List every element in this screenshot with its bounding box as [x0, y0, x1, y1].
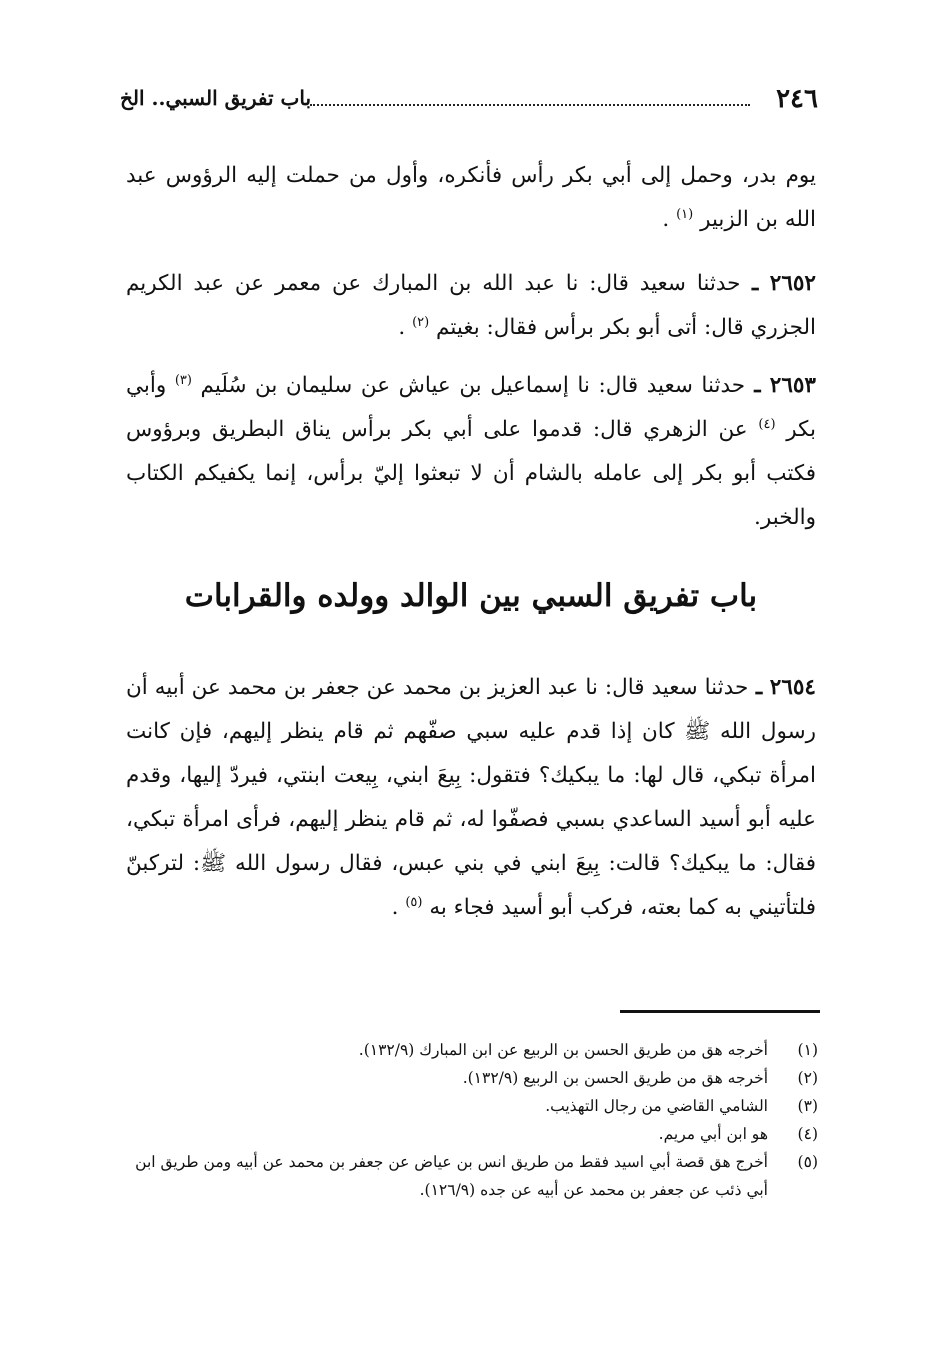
hadith-text: وأبي بكر: [126, 373, 816, 442]
hadith-number: ٢٦٥٢ ـ: [740, 271, 816, 296]
footnote-text: أخرجه هق من طريق الحسن بن الربيع عن ابن المبارك (١٣٢/٩).: [358, 1041, 768, 1059]
footnote-3: [118, 1092, 818, 1120]
footnote-ref[interactable]: (٢): [412, 314, 430, 330]
footnote-text: أخرجه هق من طريق الحسن بن الربيع (١٣٢/٩).: [462, 1069, 768, 1087]
running-title: باب تفريق السبي.. الخ: [120, 86, 312, 110]
page-header: [120, 84, 818, 118]
paragraph-end: .: [391, 895, 399, 920]
footnote-text: أخرج هق قصة أبي اسيد فقط من طريق انس بن عياض عن جعفر بن محمد عن أبيه ومن طريق ابن أبي ذئب عن جعفر بن محمد عن أبيه عن جده (١٢٦/٩).: [135, 1153, 768, 1199]
hadith-number: ٢٦٥٤ ـ: [748, 675, 816, 700]
chapter-title: باب تفريق السبي بين الوالد وولده والقرابات: [184, 578, 758, 614]
footnote-number: (٢): [797, 1069, 818, 1087]
hadith-text: عن الزهري قال: قدموا على أبي بكر برأس يناق البطريق وبرؤوس فكتب أبو بكر إلى عامله بالشام أن لا تبعثوا إليّ برأس، إنما يكفيكم الكتاب والخبر.: [126, 417, 816, 530]
page-number: ٢٤٦: [776, 84, 818, 114]
paragraph-end: .: [662, 207, 670, 232]
paragraph-text: يوم بدر، وحمل إلى أبي بكر رأس فأنكره، وأول من حملت إليه الرؤوس عبد الله بن الزبير: [126, 163, 816, 232]
footnote-number: (٥): [797, 1153, 818, 1171]
footnote-separator: [620, 1010, 820, 1013]
paragraph-end: .: [398, 315, 406, 340]
footnote-number: (٣): [797, 1097, 818, 1115]
footnote-4: [118, 1120, 818, 1148]
header-dotted-rule: [310, 104, 750, 106]
hadith-number: ٢٦٥٣ ـ: [745, 373, 816, 398]
footnote-ref[interactable]: (٥): [405, 894, 423, 910]
footnote-number: (١): [797, 1041, 818, 1059]
hadith-text: حدثنا سعيد قال: نا إسماعيل بن عياش عن سليمان بن سُلَيم: [200, 373, 746, 398]
footnote-2: [118, 1064, 818, 1092]
footnote-ref[interactable]: (٣): [174, 372, 192, 388]
footnote-number: (٤): [797, 1125, 818, 1143]
hadith-2652: [126, 262, 816, 350]
hadith-text: حدثنا سعيد قال: نا عبد الله بن المبارك عن معمر عن عبد الكريم الجزري قال: أتى أبو بكر برأس فقال: بغيتم: [126, 271, 816, 340]
footnote-ref[interactable]: (١): [676, 206, 694, 222]
footnote-text: هو ابن أبي مريم.: [658, 1125, 768, 1143]
footnotes: [118, 1036, 818, 1204]
hadith-text: حدثنا سعيد قال: نا عبد العزيز بن محمد عن جعفر بن محمد عن أبيه أن رسول الله ﷺ كان إذا قدم عليه سبي صفّهم ثم قام ينظر إليهم، فإن كانت امرأة تبكي، قال لها: ما يبكيك؟ فتقول: بِيعَ ابني، بِيعت ابنتي، فيردّ إليها، وقدم عليه أبو أسيد الساعدي بسبي فصفّوا له، ثم قام ينظر إليهم، فرأى امرأة تبكي، فقال: ما يبكيك؟ قالت: بِيعَ ابني في بني عبس، فقال رسول الله ﷺ: لتركبنّ فلتأتيني به كما بعته، فركب أبو أسيد فجاء به: [126, 675, 816, 920]
hadith-2653: [126, 364, 816, 540]
footnote-text: الشامي القاضي من رجال التهذيب.: [545, 1097, 768, 1115]
footnote-ref[interactable]: (٤): [758, 416, 776, 432]
hadith-2654: [126, 666, 816, 930]
footnote-1: [118, 1036, 818, 1064]
footnote-5: [118, 1148, 818, 1204]
continued-paragraph: [126, 154, 816, 242]
